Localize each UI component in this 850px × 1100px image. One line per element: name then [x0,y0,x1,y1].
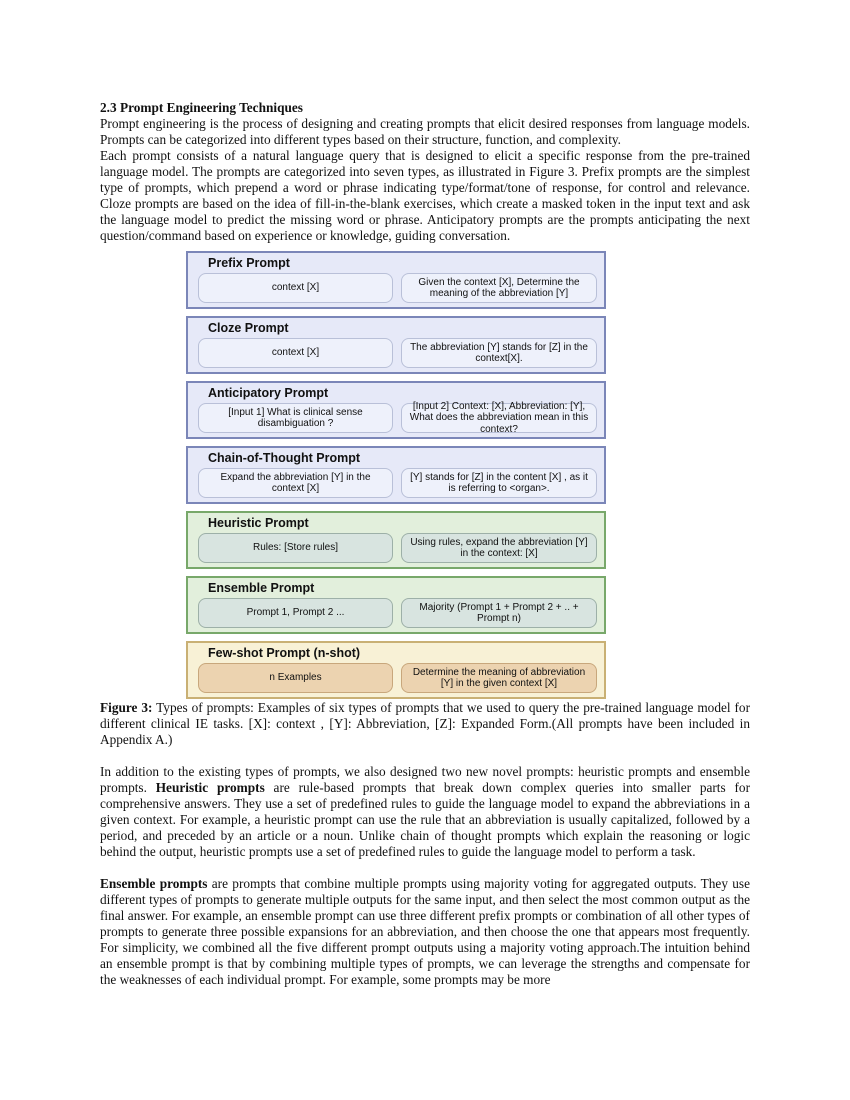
prompt-input-box: context [X] [198,338,393,368]
prompt-output-box: Given the context [X], Determine the meaning of the abbreviation [Y] [401,273,597,303]
prompt-input-box: context [X] [198,273,393,303]
prompt-title: Prefix Prompt [208,256,290,270]
prompt-block [186,576,606,634]
term: Ensemble prompts [100,876,208,891]
paragraph-ensemble [100,876,750,988]
text: are rule-based prompts that break down complex queries into smaller parts for comprehensive answers. They use a set of predefined rules to guide the language model to expand the abbreviations in a given context. For example, a heuristic prompt can use the rule that an abbreviation is usually capitalized, followed by a period, and preceded by an article or a noun. Unlike chain of thought prompts which explain the reasoning or logic behind the output, heuristic prompts use a set of predefined rules to guide the language model to perform a task. [100,780,750,859]
prompt-input-box: Rules: [Store rules] [198,533,393,563]
prompt-title: Heuristic Prompt [208,516,309,530]
prompt-input-box: Expand the abbreviation [Y] in the context [X] [198,468,393,498]
paragraph: Prompt engineering is the process of designing and creating prompts that elicit desired responses from language models. Prompts can be categorized into different types based on their structure, function, and complexity. [100,116,750,147]
prompt-title: Chain-of-Thought Prompt [208,451,361,465]
text: are prompts that combine multiple prompts using majority voting for aggregated outputs. They use different types of prompts to generate multiple outputs for the same input, and then select the most common output as the final answer. For example, an ensemble prompt can use three different prefix prompts or combination of all other types of prompts to generate three possible expansions for an abbreviation, and then choose the one that appears most frequently. For simplicity, we combined all the five different prompt outputs using a majority voting approach.The intuition behind an ensemble prompt is that by combining multiple types of prompts, we can leverage the strengths and compensate for the weaknesses of each individual prompt. For example, some prompts may be more [100,876,750,987]
caption-text: Types of prompts: Examples of six types of prompts that we used to query the pre-trained language model for different clinical IE tasks. [X]: context , [Y]: Abbreviation, [Z]: Expanded Form.(All prompts have been included in Appendix A.) [100,700,750,747]
figure-caption [100,700,750,748]
prompt-title: Few-shot Prompt (n-shot) [208,646,361,660]
prompt-output-box: The abbreviation [Y] stands for [Z] in the context[X]. [401,338,597,368]
prompt-block [186,641,606,699]
section-heading: 2.3 Prompt Engineering Techniques [100,100,303,115]
text: In addition to the existing types of prompts, we also designed two new novel prompts: heuristic prompts and ensemble prompts. [100,764,750,795]
figure-3 [186,251,606,706]
prompt-block [186,446,606,504]
prompt-output-box: Using rules, expand the abbreviation [Y] in the context: [X] [401,533,597,563]
prompt-block [186,251,606,309]
prompt-title: Anticipatory Prompt [208,386,329,400]
section-intro [100,100,750,244]
prompt-input-box: n Examples [198,663,393,693]
prompt-output-box: [Input 2] Context: [X], Abbreviation: [Y], What does the abbreviation mean in this context? [401,403,597,433]
prompt-output-box: Determine the meaning of abbreviation [Y] in the given context [X] [401,663,597,693]
term: Heuristic prompts [155,780,265,795]
prompt-title: Cloze Prompt [208,321,289,335]
prompt-input-box: Prompt 1, Prompt 2 ... [198,598,393,628]
prompt-block [186,511,606,569]
prompt-output-box: [Y] stands for [Z] in the content [X] , as it is referring to <organ>. [401,468,597,498]
paragraph-heuristic [100,764,750,860]
prompt-block [186,381,606,439]
paragraph: Each prompt consists of a natural language query that is designed to elicit a specific response from the pre-trained language model. The prompts are categorized into seven types, as illustrated in Figure 3. Prefix prompts are the simplest type of prompts, which prepend a word or phrase indicating type/format/tone of response, for control and relevance. Cloze prompts are based on the idea of fill-in-the-blank exercises, which create a masked token in the input text and ask the language model to predict the missing word or phrase. Anticipatory prompts are the prompts anticipating the next question/command based on experience or knowledge, guiding conversation. [100,148,750,243]
prompt-title: Ensemble Prompt [208,581,315,595]
prompt-input-box: [Input 1] What is clinical sense disambiguation ? [198,403,393,433]
caption-label: Figure 3: [100,700,153,715]
prompt-output-box: Majority (Prompt 1 + Prompt 2 + .. + Prompt n) [401,598,597,628]
prompt-block [186,316,606,374]
